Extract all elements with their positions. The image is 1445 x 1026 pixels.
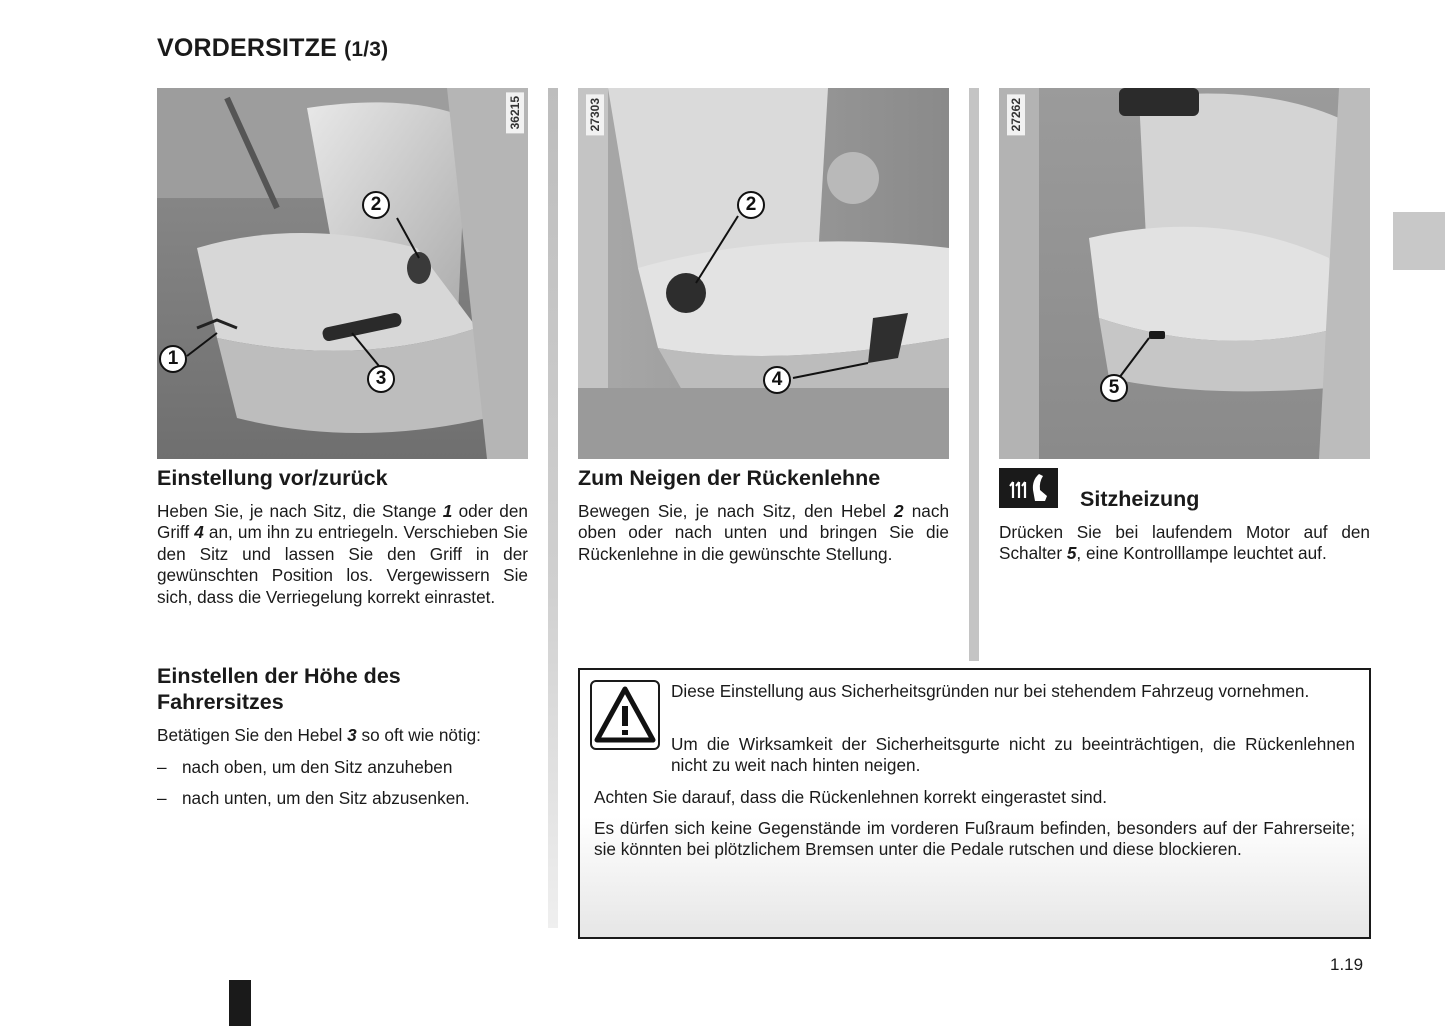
photo-reference: 27262: [1007, 94, 1025, 135]
heading-line: Einstellen der Höhe des: [157, 664, 401, 688]
list-dash: –: [157, 757, 167, 777]
callout-1: 1: [159, 345, 187, 373]
text: so oft wie nötig:: [356, 725, 481, 745]
text: Drücken Sie bei laufendem Motor auf den Schalter: [999, 522, 1370, 564]
seat-heating-icon-glyph: [999, 468, 1058, 508]
list-item: [157, 757, 528, 778]
heading-seat-heating: Sitzheizung: [1080, 487, 1200, 511]
callout-2: 2: [362, 191, 390, 219]
text: Heben Sie, je nach Sitz, die Stange: [157, 501, 443, 521]
seat-illustration-1: [157, 88, 528, 459]
ref-number: 3: [347, 725, 357, 745]
warning-paragraph-1: Diese Einstellung aus Sicherheitsgründen nur bei stehendem Fahrzeug vornehmen.: [671, 681, 1310, 701]
callout-5: 5: [1100, 374, 1128, 402]
text: Betätigen Sie den Hebel: [157, 725, 348, 745]
list-dash: –: [157, 788, 167, 808]
paragraph-height-adjust: [157, 725, 528, 746]
chapter-tab: [1393, 212, 1445, 270]
heading-height-adjust: [157, 663, 528, 715]
page-number: 1.19: [1330, 955, 1364, 974]
text: nach oben oder nach unten und bringen Sie die Rückenlehne in die gewünschte Stellung.: [578, 501, 950, 564]
list-item: [157, 788, 528, 809]
column-divider-left: [548, 88, 558, 928]
photo-seat-heating: [999, 88, 1370, 459]
photo-reference: 36215: [506, 92, 524, 133]
page-marker-bar: [229, 980, 251, 1026]
warning-paragraph-4: Es dürfen sich keine Gegenstände im vorderen Fußraum befinden, besonders auf der Fahrerseite; sie könnten bei plötzlichem Bremsen unter die Pedale rutschen und diese blockieren.: [594, 818, 1355, 860]
column-divider-right: [969, 88, 979, 661]
seat-heating-icon: [999, 468, 1058, 508]
page-title: [157, 34, 388, 63]
ref-number: 2: [894, 501, 904, 521]
page-title-suffix: (1/3): [344, 38, 389, 61]
list-text: nach unten, um den Sitz abzusenken.: [182, 788, 470, 808]
paragraph-seat-heating: [999, 522, 1370, 565]
warning-triangle-glyph: [592, 682, 658, 748]
text: an, um ihn zu entriegeln. Verschieben Sie den Sitz und lassen Sie den Griff in der gewünschten Position los. Vergewissern Sie sich, dass die Verriegelung korrekt einrastet.: [157, 522, 528, 607]
seat-illustration-3: [999, 88, 1370, 459]
ref-number: 4: [194, 522, 204, 543]
heading-fore-aft: Einstellung vor/zurück: [157, 466, 388, 490]
page-title-text: VORDERSITZE: [157, 34, 337, 62]
height-adjust-list: [157, 757, 528, 819]
text: , eine Kontrolllampe leuchtet auf.: [1076, 543, 1327, 564]
list-text: nach oben, um den Sitz anzuheben: [182, 757, 453, 777]
photo-seat-adjustment: [157, 88, 528, 459]
warning-triangle-icon: [590, 680, 660, 750]
callout-3: 3: [367, 365, 395, 393]
callout-4: 4: [763, 366, 791, 394]
paragraph-fore-aft: [157, 501, 528, 608]
text: oder den Griff: [157, 501, 528, 543]
ref-number: 1: [442, 501, 453, 521]
photo-reference: 27303: [586, 94, 604, 135]
heading-backrest: Zum Neigen der Rückenlehne: [578, 466, 881, 490]
callout-2: 2: [737, 191, 765, 219]
text: Bewegen Sie, je nach Sitz, den Hebel: [578, 501, 895, 521]
paragraph-backrest: [578, 501, 949, 565]
ref-number: 5: [1066, 543, 1077, 564]
heading-line: Fahrersitzes: [157, 690, 284, 714]
warning-paragraph-2: Um die Wirksamkeit der Sicherheitsgurte nicht zu beeinträchtigen, die Rückenlehnen nicht zu weit nach hinten neigen.: [671, 734, 1355, 776]
photo-backrest-recline: [578, 88, 949, 459]
warning-paragraph-3: Achten Sie darauf, dass die Rückenlehnen korrekt eingerastet sind.: [594, 787, 1108, 807]
seat-illustration-2: [578, 88, 949, 459]
